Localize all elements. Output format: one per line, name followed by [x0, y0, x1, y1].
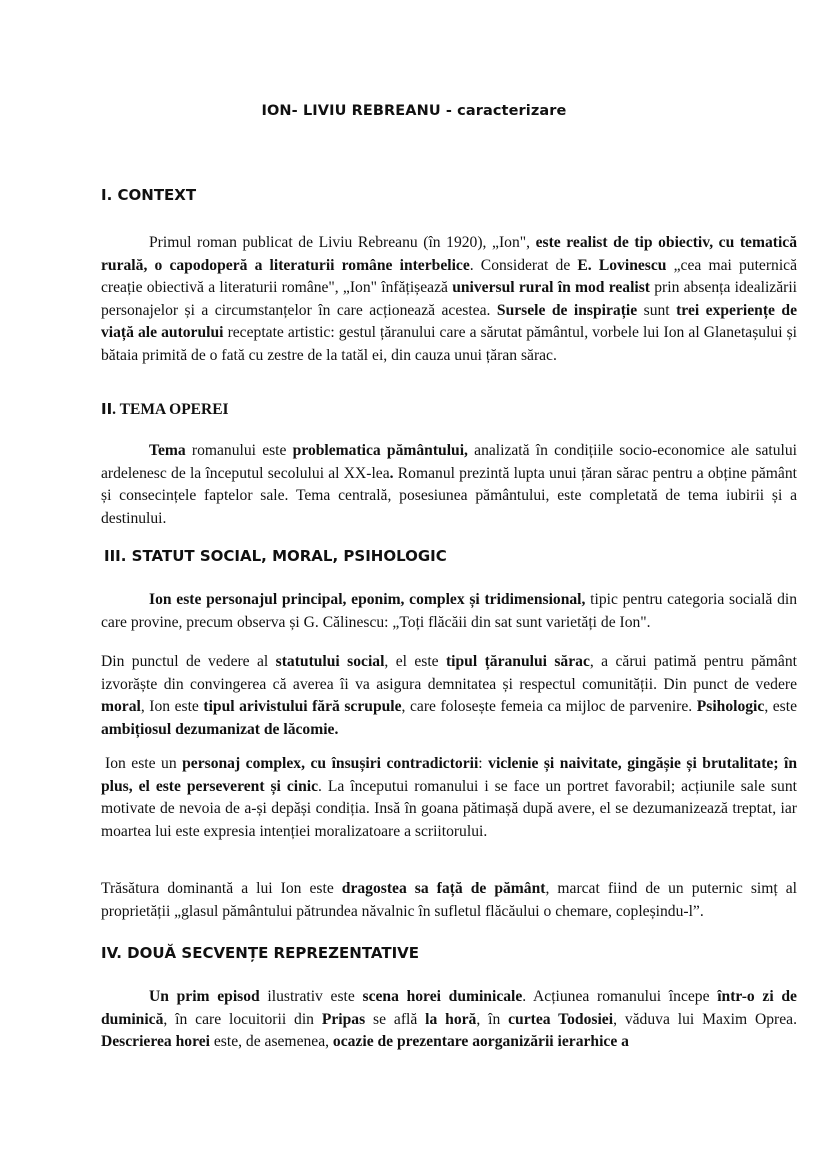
text: . La începutui romanului i se face un portret favorabil; acțiunile sale sunt motivate de nevoia de a-și depăși condiția. Insă în goana pătimașă după avere, el se dezumanizează treptat, iar moartea lui este expresia intenției moralizatoare a scriitorului.	[101, 777, 797, 840]
bold-text: Pripas	[321, 1010, 366, 1028]
bold-text: Ion este personajul principal, eponim, complex și tridimensional,	[149, 591, 586, 608]
bold-text: Descrierea horei	[101, 1033, 210, 1051]
text: este, de asemenea,	[209, 1033, 333, 1051]
bold-text: Un prim episod	[149, 988, 260, 1005]
section-heading-context: I. CONTEXT	[101, 186, 197, 204]
heading-numeral: II	[101, 400, 113, 418]
bold-text: într-o zi de duminică	[101, 988, 797, 1028]
bold-text: la horă	[425, 1010, 477, 1028]
paragraph-personaj-complex	[101, 753, 797, 843]
text: . Acțiunea romanului începe	[522, 988, 718, 1005]
bold-text: Sursele de inspirație	[496, 301, 638, 319]
paragraph-context	[101, 232, 797, 368]
bold-text: tipul arivistului fără scrupule	[203, 698, 402, 716]
text: Din punctul de vedere al	[101, 653, 276, 670]
text: . Considerat de	[469, 256, 578, 274]
bold-text: statutului social	[275, 653, 385, 670]
paragraph-hora	[101, 986, 797, 1054]
bold-text: E. Lovinescu	[577, 256, 667, 274]
section-heading-tema	[101, 400, 229, 419]
text: , care folosește femeia ca mijloc de parvenire.	[401, 698, 697, 716]
bold-text: Tema	[149, 442, 186, 459]
text: sunt	[637, 301, 677, 319]
text: , el este	[384, 653, 446, 670]
text: Trăsătura dominantă a lui Ion este	[101, 880, 342, 897]
bold-text: curtea Todosiei	[508, 1010, 614, 1028]
text: , marcat fiind de un puternic simț al proprietății „glasul pământului pătrundea năvalnic în sufletul flăcăului o chemare, copleșindu-l”.	[101, 880, 797, 920]
section-heading-statut: III. STATUT SOCIAL, MORAL, PSIHOLOGIC	[104, 547, 447, 565]
text: Romanul prezintă lupta unui țăran sărac pentru a obține pământ și consecințele faptelor sale. Tema centrală, posesiunea pământului, este completată de tema iubirii și a destinului.	[101, 464, 797, 527]
bold-text: moral	[101, 698, 141, 716]
bold-text: ocazie de prezentare aorganizării ierarhice a	[332, 1033, 629, 1051]
paragraph-trasatura-dominanta	[101, 878, 797, 923]
text: , în	[476, 1010, 509, 1028]
text: analizată în condițiile socio-economice ale satului ardelenesc de la începutul secolului al XX-lea	[101, 442, 797, 482]
bold-text: tipul țăranului sărac	[445, 653, 590, 670]
bold-text: Psihologic	[696, 698, 765, 716]
text: ilustrativ este	[259, 988, 363, 1005]
paragraph-tema	[101, 440, 797, 530]
bold-text: viclenie și naivitate, gingășie și brutalitate; în plus, el este perseverent și cinic	[101, 755, 798, 795]
text: , este	[764, 698, 797, 716]
bold-text: dragostea sa față de pământ	[341, 880, 546, 897]
bold-text: ambițiosul dezumanizat de lăcomie.	[101, 720, 339, 738]
text: receptate artistic: gestul țăranului care a sărutat pământul, vorbele lui Ion al Glanetașului și bătaia primită de o fată cu zestre de la tatăl ei, din cauza unui țăran sărac.	[101, 324, 797, 364]
heading-text: . TEMA OPEREI	[112, 401, 229, 418]
text: , văduva lui Maxim Oprea.	[613, 1010, 797, 1028]
text: , a cărui patimă pentru pământ izvorăște din convingerea că averea îi va asigura demnitatea și respectul comunității. Din punct de vedere	[101, 653, 797, 693]
text: tipic pentru categoria socială din care provine, precum observa și G. Călinescu: „Toți flăcăii din sat sunt varietăți de Ion".	[101, 591, 797, 631]
section-heading-secvente: IV. DOUĂ SECVENȚE REPREZENTATIVE	[101, 944, 420, 962]
bold-text: scena horei duminicale	[362, 988, 523, 1005]
text: Ion este un	[105, 755, 183, 772]
bold-text: universul rural în mod realist	[452, 279, 650, 297]
text: , Ion este	[140, 698, 204, 716]
bold-text: .	[389, 464, 394, 482]
bold-text: personaj complex, cu însușiri contradictorii	[182, 755, 479, 772]
paragraph-statut-intro	[101, 589, 797, 634]
text: „cea mai puternică creație obiectivă a literaturii române", „Ion" înfățișează	[101, 256, 798, 297]
text: Primul roman publicat de Liviu Rebreanu (în 1920), „Ion",	[149, 234, 536, 251]
paragraph-statut-social-moral	[101, 651, 797, 741]
bold-text: trei experiențe de viață ale autorului	[101, 301, 797, 342]
text: , în care locuitorii din	[163, 1010, 322, 1028]
text: se află	[365, 1010, 426, 1028]
text: prin absența idealizării personajelor și a circumstanțelor în care acționează acestea.	[101, 279, 797, 319]
bold-text: problematica pământului,	[292, 442, 468, 459]
text: :	[478, 755, 489, 772]
bold-text: este realist de tip obiectiv, cu tematică rurală, o capodoperă a literaturii române interbelice	[101, 234, 798, 274]
document-title: ION- LIVIU REBREANU - caracterizare	[261, 103, 567, 119]
text: romanului este	[185, 442, 293, 459]
